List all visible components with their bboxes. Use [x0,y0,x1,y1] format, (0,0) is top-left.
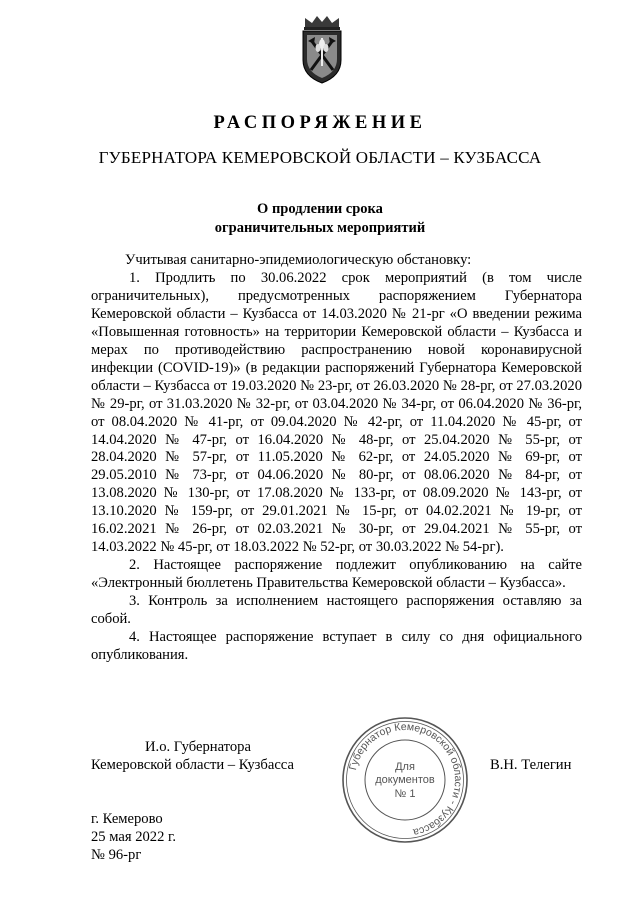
official-stamp [340,715,470,845]
body-paragraph-2: 2. Настоящее распоряжение подлежит опубликованию на сайте «Электронный бюллетень Правительства Кемеровской области – Кузбасса». [91,557,582,592]
signer-position-line-2: Кемеровской области – Кузбасса [91,757,294,773]
signer-name: В.Н. Телегин [490,757,572,773]
document-subject [0,200,640,238]
body-paragraph-3: 3. Контроль за исполнением настоящего распоряжения оставляю за собой. [91,593,582,628]
subject-line-2: ограничительных мероприятий [214,220,426,236]
stamp-ring-text: Губернатор Кемеровской области - Кузбасса [347,720,465,839]
body-paragraph-1: 1. Продлить по 30.06.2022 срок мероприятий (в том числе ограничительных), предусмотренных распоряжением Губернатора Кемеровской области – Кузбасса от 14.03.2020 № 21-рг «О введении режима «Повышенная готовность» на территории Кемеровской области – Кузбасса и мерах по противодействию распространению новой коронавирусной инфекции (COVID-19)» (в редакции распоряжений Губернатора Кемеровской области – Кузбасса от 19.03.2020 № 23-рг, от 26.03.2020 № 28-рг, от 27.03.2020 № 29-рг, от 31.03.2020 № 32-рг, от 03.04.2020 № 34-рг, от 06.04.2020 № 36-рг, от 08.04.2020 № 41-рг, от 09.04.2020 № 42-рг, от 11.04.2020 № 45-рг, от 14.04.2020 № 47-рг, от 16.04.2020 № 48-рг, от 25.04.2020 № 55-рг, от 28.04.2020 № 57-рг, от 11.05.2020 № 62-рг, от 24.05.2020 № 69-рг, от 29.05.2010 № 73-рг, от 04.06.2020 № 80-рг, от 08.06.2020 № 84-рг, от 13.08.2020 № 130-рг, от 17.08.2020 № 133-рг, от 08.09.2020 № 143-рг, от 13.10.2020 № 159-рг, от 29.01.2021 № 15-рг, от 04.02.2021 № 19-рг, от 16.02.2021 № 26-рг, от 02.03.2021 № 30-рг, от 29.04.2021 № 55-рг, от 14.03.2022 № 45-рг, от 18.03.2022 № 52-рг, от 30.03.2022 № 54-рг). [91,269,582,556]
document-body [91,252,582,665]
stamp-center-line-2: документов [375,774,435,786]
subject-line-1: О продлении срока [257,201,383,217]
signer-position [91,738,294,774]
footer-number: № 96-рг [91,847,142,863]
body-paragraph-4: 4. Настоящее распоряжение вступает в силу со дня официального опубликования. [91,629,582,663]
document-title: РАСПОРЯЖЕНИЕ [213,113,427,133]
document-footer [91,810,176,864]
stamp-center-line-1: Для [395,761,415,773]
signer-position-line-1: И.о. Губернатора [145,739,251,755]
body-intro: Учитывая санитарно-эпидемиологическую обстановку: [125,252,472,268]
footer-city: г. Кемерово [91,811,163,827]
footer-date: 25 мая 2022 г. [91,829,177,845]
stamp-center-line-3: № 1 [394,788,416,800]
coat-of-arms-emblem [295,14,349,86]
document-subtitle: ГУБЕРНАТОРА КЕМЕРОВСКОЙ ОБЛАСТИ – КУЗБАССА [98,148,542,167]
